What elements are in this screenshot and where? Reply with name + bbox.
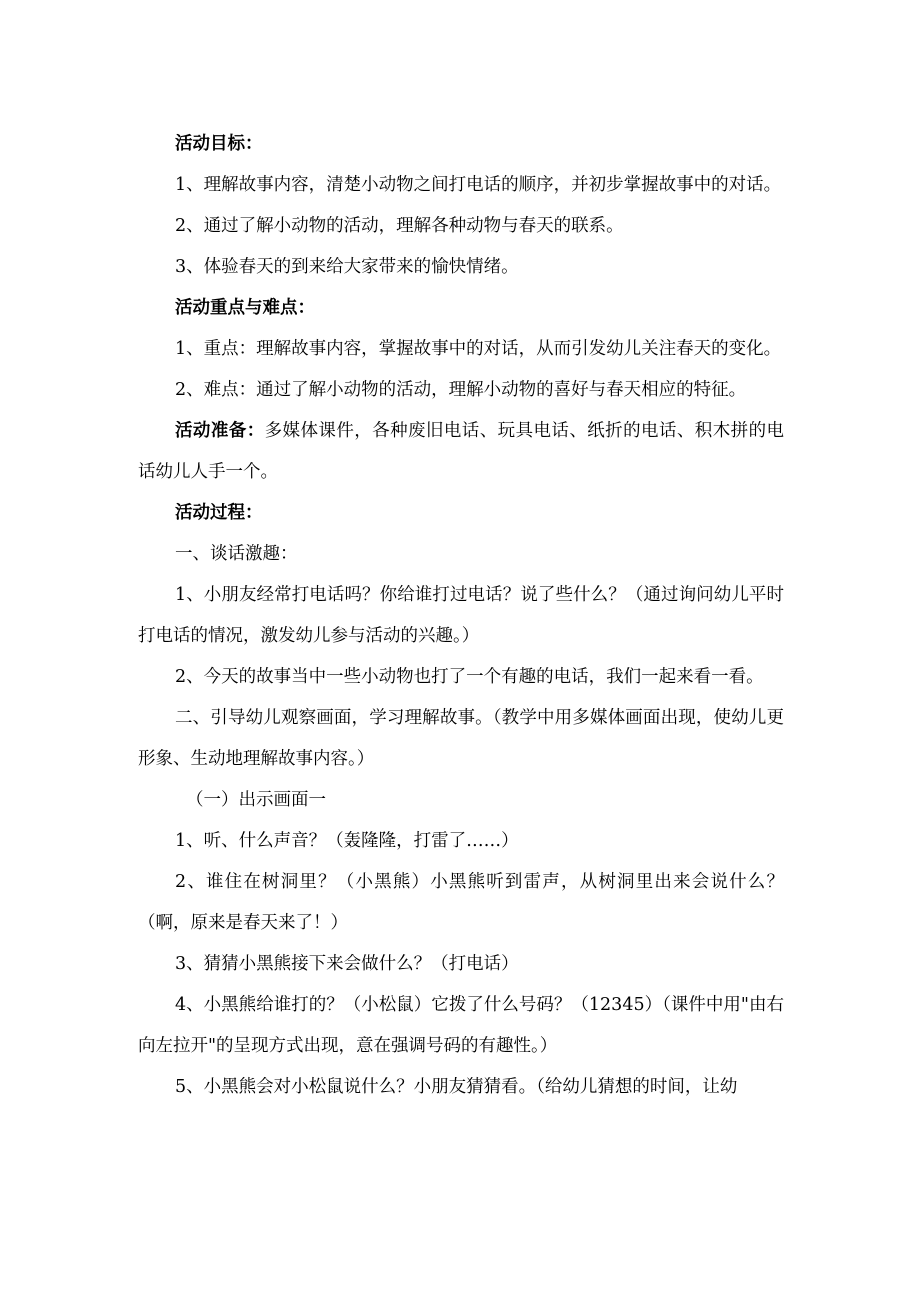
section-title: 二、引导幼儿观察画面，学习理解故事。（教学中用多媒体画面出现，使幼儿更形象、生动地理解故事内容。） — [138, 708, 784, 769]
process-item: 1、小朋友经常打电话吗？你给谁打过电话？说了些什么？（通过询问幼儿平时打电话的情况，激发幼儿参与活动的兴趣。） — [138, 585, 784, 646]
process-item: 2、今天的故事当中一些小动物也打了一个有趣的电话，我们一起来看一看。 — [175, 667, 764, 687]
process-item: 4、小黑熊给谁打的？（小松鼠）它拨了什么号码？（12345）（课件中用"由右向左拉开"的呈现方式出现，意在强调号码的有趣性。） — [138, 995, 784, 1056]
section-title: 一、谈话激趣： — [175, 544, 298, 564]
process-item: 1、听、什么声音？（轰隆隆，打雷了……） — [175, 831, 519, 851]
goal-item: 2、通过了解小动物的活动，理解各种动物与春天的联系。 — [175, 216, 624, 236]
preparation-text: 多媒体课件，各种废旧电话、玩具电话、纸折的电话、积木拼的电话幼儿人手一个。 — [138, 421, 785, 482]
process-item: 3、猜猜小黑熊接下来会做什么？（打电话） — [175, 954, 519, 974]
heading-process: 活动过程： — [175, 503, 263, 523]
process-item: 2、谁住在树洞里？（小黑熊）小黑熊听到雷声，从树洞里出来会说什么？（啊，原来是春天来了！） — [138, 872, 784, 933]
subsection-title: （一）出示画面一 — [186, 790, 326, 810]
preparation-paragraph — [138, 411, 784, 493]
document-body — [138, 124, 784, 1108]
process-item: 5、小黑熊会对小松鼠说什么？小朋友猜猜看。（给幼儿猜想的时间，让幼 — [175, 1077, 738, 1097]
key-point-item: 2、难点：通过了解小动物的活动，理解小动物的喜好与春天相应的特征。 — [175, 380, 747, 400]
goal-item: 3、体验春天的到来给大家带来的愉快情绪。 — [175, 257, 519, 277]
heading-key-points: 活动重点与难点： — [175, 298, 315, 318]
heading-goals: 活动目标： — [175, 134, 263, 154]
heading-preparation: 活动准备： — [175, 421, 265, 441]
key-point-item: 1、重点：理解故事内容，掌握故事中的对话，从而引发幼儿关注春天的变化。 — [175, 339, 782, 359]
goal-item: 1、理解故事内容，清楚小动物之间打电话的顺序，并初步掌握故事中的对话。 — [175, 175, 782, 195]
